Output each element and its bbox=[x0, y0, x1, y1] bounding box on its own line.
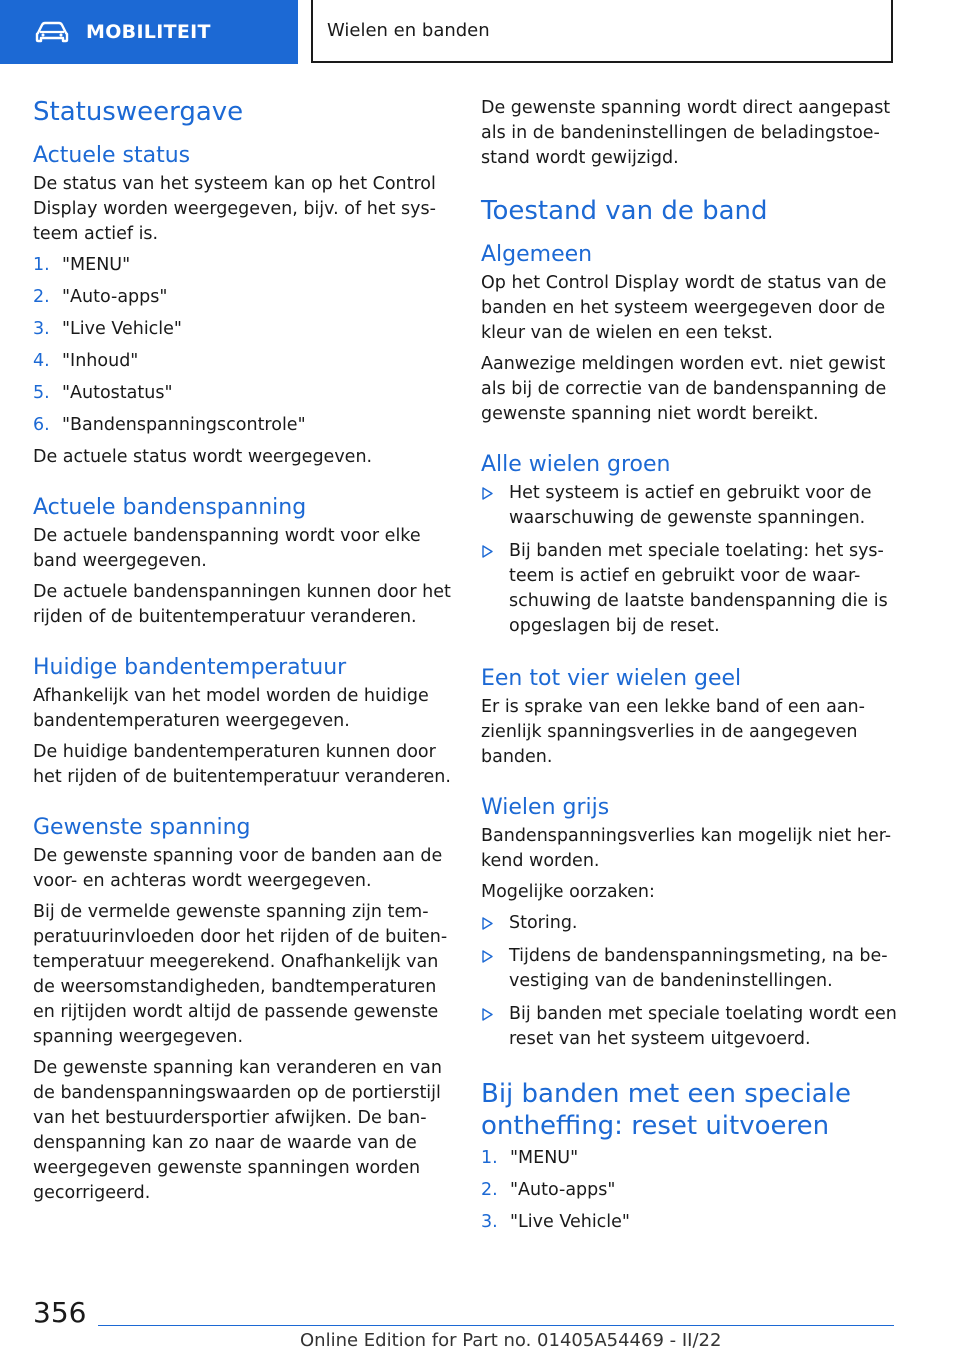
triangle-bullet-icon bbox=[481, 917, 494, 930]
list-item: 1. "MENU" bbox=[481, 1148, 579, 1168]
paragraph: Bij de vermelde gewenste spanning zijn tem-peratuurinvloeden door het rijden of de buiten-temperatuur meegerekend. Onafhankelijk van de weersomstandigheden, bandtemperaturen en rijtijden wordt altijd de passende gewenste spanning weergegeven. bbox=[33, 902, 448, 1047]
chapter-title: Wielen en banden bbox=[327, 20, 490, 41]
bullet-list bbox=[481, 911, 901, 1052]
list-item: 4. "Inhoud" bbox=[33, 351, 139, 371]
list-item: Tijdens de bandenspanningsmeting, na be-vestiging van de bandeninstellingen. bbox=[481, 944, 901, 994]
paragraph: De gewenste spanning voor de banden aan de voor- en achteras wordt weergegeven. bbox=[33, 846, 443, 891]
subheading: Alle wielen groen bbox=[481, 452, 671, 477]
list-item: 1. "MENU" bbox=[33, 255, 131, 275]
paragraph: Aanwezige meldingen worden evt. niet gewist als bij de correctie van de bandenspanning de gewenste spanning niet wordt bereikt. bbox=[481, 354, 887, 424]
edition-text: Online Edition for Part no. 01405A54469 - II/22 bbox=[300, 1330, 722, 1351]
right-column bbox=[481, 96, 901, 1242]
subheading: Algemeen bbox=[481, 242, 593, 267]
list-item: 6. "Bandenspanningscontrole" bbox=[33, 415, 306, 435]
steps-list bbox=[481, 1146, 901, 1235]
paragraph: De actuele bandenspanningen kunnen door het rijden of de buitentemperatuur veranderen. bbox=[33, 582, 451, 627]
subheading: Actuele status bbox=[33, 143, 191, 168]
paragraph: Bandenspanningsverlies kan mogelijk niet her-kend worden. bbox=[481, 826, 892, 871]
triangle-bullet-icon bbox=[481, 1008, 494, 1021]
paragraph: Mogelijke oorzaken: bbox=[481, 882, 655, 902]
paragraph: De huidige bandentemperaturen kunnen door het rijden of de buitentemperatuur veranderen. bbox=[33, 742, 451, 787]
steps-list bbox=[33, 253, 453, 438]
paragraph: De actuele bandenspanning wordt voor elke band weergegeven. bbox=[33, 526, 421, 571]
main-heading: Statusweergave bbox=[33, 97, 244, 127]
paragraph: Op het Control Display wordt de status van de banden en het systeem weergegeven door de kleur van de wielen en een tekst. bbox=[481, 273, 887, 343]
subheading: Huidige bandentemperatuur bbox=[33, 655, 347, 680]
footer-divider bbox=[98, 1325, 894, 1326]
left-column bbox=[33, 96, 453, 1212]
paragraph: De gewenste spanning kan veranderen en van de bandenspanningswaarden op de portierstijl van het bestuurdersportier afwijken. De ban-denspanning kan zo naar de waarde van de weergegeven gewenste spanningen worden gecorrigeerd. bbox=[33, 1058, 442, 1203]
paragraph: Er is sprake van een lekke band of een aan-zienlijk spanningsverlies in de aangegeven banden. bbox=[481, 697, 865, 767]
list-item: 2. "Auto-apps" bbox=[481, 1180, 616, 1200]
car-icon bbox=[34, 20, 70, 44]
list-item: 3. "Live Vehicle" bbox=[33, 319, 182, 339]
chapter-header bbox=[311, 0, 893, 63]
subheading: Gewenste spanning bbox=[33, 815, 251, 840]
paragraph: Afhankelijk van het model worden de huidige bandentemperaturen weergegeven. bbox=[33, 686, 429, 731]
bullet-list bbox=[481, 481, 901, 639]
main-heading: Bij banden met een speciale ontheffing: reset uitvoeren bbox=[481, 1079, 851, 1141]
triangle-bullet-icon bbox=[481, 487, 494, 500]
subheading: Actuele bandenspanning bbox=[33, 495, 307, 520]
list-item: Bij banden met speciale toelating wordt een reset van het systeem uitgevoerd. bbox=[481, 1002, 901, 1052]
triangle-bullet-icon bbox=[481, 950, 494, 963]
section-title: MOBILITEIT bbox=[86, 21, 211, 43]
page-number: 356 bbox=[33, 1296, 87, 1329]
list-item: Bij banden met speciale toelating: het sys-teem is actief en gebruikt voor de waar-schuwing de laatste bandenspanning die is opgeslagen bij de reset. bbox=[481, 539, 901, 639]
paragraph: De gewenste spanning wordt direct aangepast als in de bandeninstellingen de beladingstoe-stand wordt gewijzigd. bbox=[481, 98, 891, 168]
list-item: 3. "Live Vehicle" bbox=[481, 1212, 630, 1232]
subheading: Een tot vier wielen geel bbox=[481, 666, 742, 691]
list-item: 5. "Autostatus" bbox=[33, 383, 173, 403]
list-item: Storing. bbox=[481, 911, 901, 936]
list-item: Het systeem is actief en gebruikt voor de waarschuwing de gewenste spanningen. bbox=[481, 481, 901, 531]
list-item: 2. "Auto-apps" bbox=[33, 287, 168, 307]
triangle-bullet-icon bbox=[481, 545, 494, 558]
subheading: Wielen grijs bbox=[481, 795, 610, 820]
section-tab bbox=[0, 0, 298, 64]
paragraph: De status van het systeem kan op het Control Display worden weergegeven, bijv. of het sys-teem actief is. bbox=[33, 174, 436, 244]
paragraph: De actuele status wordt weergegeven. bbox=[33, 447, 373, 467]
main-heading: Toestand van de band bbox=[481, 196, 768, 226]
